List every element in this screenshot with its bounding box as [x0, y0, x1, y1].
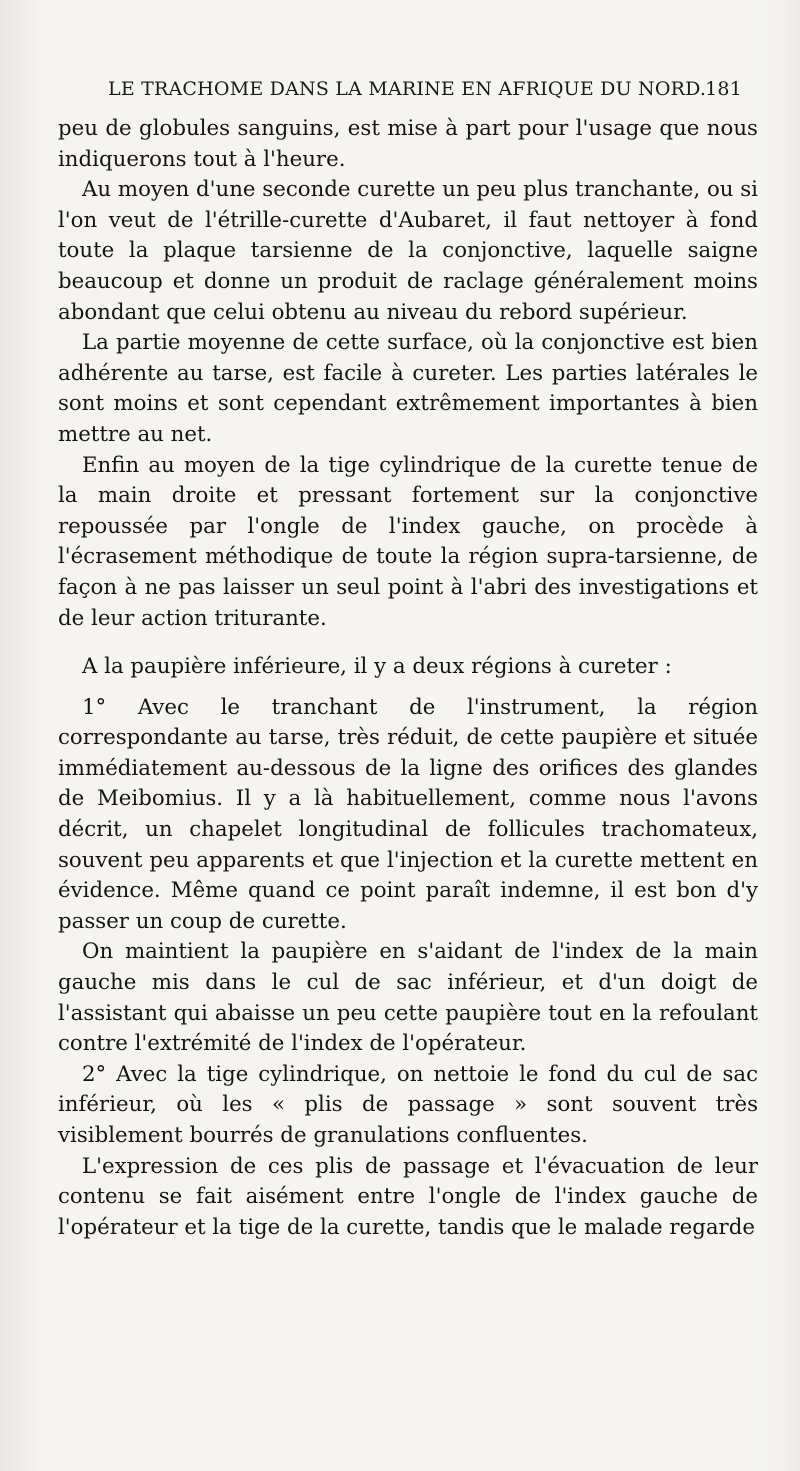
paragraph: L'expression de ces plis de passage et l'évacuation de leur contenu se fait aisément entre l'ongle de l'index gauche de l'opérateur et la tige de la curette, tandis que le malade regarde [58, 1153, 758, 1240]
paragraph: Enfin au moyen de la tige cylindrique de la curette tenue de la main droite et pressant fortement sur la conjonctive repoussée par l'ongle de l'index gauche, on procède à l'écrasement méthodique de toute la région supra-tarsienne, de façon à ne pas laisser un seul point à l'abri des investigations et de leur action triturante. [58, 452, 758, 631]
paragraph-lower-eyelid-intro: A la paupière inférieure, il y a deux régions à cureter : [82, 654, 672, 680]
page-number: 181 [705, 78, 742, 100]
paragraph: Au moyen d'une seconde curette un peu plus tranchante, ou si l'on veut de l'étrille-curette d'Aubaret, il faut nettoyer à fond toute la plaque tarsienne de la conjonctive, laquelle saigne beaucoup et donne un produit de raclage généralement moins abondant que celui obtenu au niveau du rebord supérieur. [58, 177, 758, 325]
body-text [58, 114, 758, 1243]
paragraph: On maintient la paupière en s'aidant de l'index de la main gauche mis dans le cul de sac inférieur, et d'un doigt de l'assistant qui abaisse un peu cette paupière tout en la refoulant contre l'extrémité de l'index de l'opérateur. [58, 939, 758, 1057]
paragraph-step-1: 1° Avec le tranchant de l'instrument, la région correspondante au tarse, très réduit, de cette paupière et située immédiatement au-dessous de la ligne des orifices des glandes de Meibomius. Il y a là habituellement, comme nous l'avons décrit, un chapelet longitudinal de follicules trachomateux, souvent peu apparents et que l'injection et la curette mettent en évidence. Même quand ce point paraît indemne, il est bon d'y passer un coup de curette. [58, 694, 758, 934]
running-head [108, 78, 742, 108]
paragraph: La partie moyenne de cette surface, où la conjonctive est bien adhérente au tarse, est facile à cureter. Les parties latérales le sont moins et sont cependant extrêmement importantes à bien mettre au net. [58, 330, 758, 447]
running-title: LE TRACHOME DANS LA MARINE EN AFRIQUE DU NORD. [108, 78, 707, 100]
paragraph-continuation: peu de globules sanguins, est mise à part pour l'usage que nous indiquerons tout à l'heure. [58, 116, 758, 172]
paragraph-step-2: 2° Avec la tige cylindrique, on nettoie le fond du cul de sac inférieur, où les « plis de passage » sont souvent très visiblement bourrés de granulations confluentes. [58, 1061, 758, 1148]
